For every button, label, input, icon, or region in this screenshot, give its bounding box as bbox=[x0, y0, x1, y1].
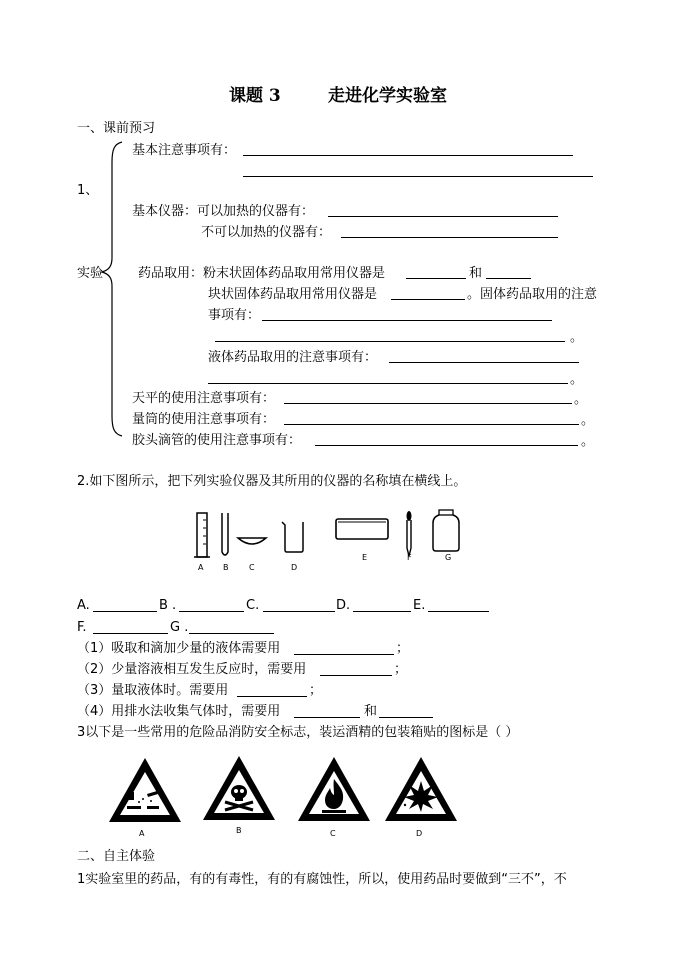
question-1-number: 1、 bbox=[77, 183, 99, 198]
q2-item-2: （2）少量溶液相互发生反应时，需要用 bbox=[77, 662, 307, 677]
q2-item-2-tail: ； bbox=[394, 662, 408, 677]
basic-instruments-label: 基本仪器：可以加热的仪器有： bbox=[132, 204, 315, 219]
gas-jar-icon bbox=[433, 510, 459, 551]
dropper-icon bbox=[407, 511, 412, 556]
answer-label-c: C. bbox=[246, 598, 260, 613]
sign-label-a: A bbox=[139, 829, 145, 838]
sign-label-c: C bbox=[330, 829, 336, 838]
hazard-sign-d bbox=[383, 755, 459, 823]
cylinder-notes-label: 量筒的使用注意事项有： bbox=[132, 412, 276, 427]
section-heading-preview: 一、课前预习 bbox=[77, 121, 156, 136]
answer-line[interactable] bbox=[406, 278, 466, 279]
q2-prompt: 2.如下图所示，把下列实验仪器及其所用的仪器的名称填在横线上。 bbox=[77, 474, 467, 489]
answer-label-b: B . bbox=[159, 598, 177, 613]
non-heatable-label: 不可以加热的仪器有： bbox=[201, 225, 332, 240]
notes-prefix: 事项有： bbox=[208, 308, 261, 323]
period: 。 bbox=[581, 434, 595, 449]
answer-line[interactable] bbox=[320, 675, 392, 676]
instrument-label-b: B bbox=[223, 563, 229, 572]
test-tube-icon bbox=[222, 513, 228, 555]
answer-line[interactable] bbox=[179, 611, 244, 612]
block-solid-label: 块状固体药品取用常用仪器是 bbox=[208, 287, 378, 302]
basic-notes-label: 基本注意事项有： bbox=[132, 143, 237, 158]
graduated-cylinder-icon bbox=[194, 513, 210, 557]
answer-line[interactable] bbox=[379, 717, 433, 718]
hazard-sign-b bbox=[201, 754, 277, 822]
answer-line[interactable] bbox=[262, 320, 552, 321]
answer-label-a: A. bbox=[77, 598, 90, 613]
q2-item-3-tail: ； bbox=[309, 683, 323, 698]
answer-label-g: G . bbox=[170, 620, 189, 635]
answer-line[interactable] bbox=[208, 383, 568, 384]
answer-line[interactable] bbox=[284, 403, 572, 404]
answer-line[interactable] bbox=[294, 717, 360, 718]
sign-label-b: B bbox=[236, 826, 242, 835]
answer-line[interactable] bbox=[315, 445, 578, 446]
answer-line[interactable] bbox=[93, 633, 168, 634]
instrument-label-a: A bbox=[198, 563, 204, 572]
instrument-label-f: F bbox=[407, 553, 412, 562]
answer-line[interactable] bbox=[215, 341, 565, 342]
instrument-label-e: E bbox=[362, 553, 368, 562]
water-trough-icon bbox=[336, 519, 388, 539]
lesson-number: 课题 3 bbox=[229, 86, 281, 106]
section-heading-experience: 二、自主体验 bbox=[77, 849, 156, 864]
beaker-icon bbox=[282, 522, 303, 552]
period: 。 bbox=[570, 330, 584, 345]
answer-line[interactable] bbox=[328, 216, 558, 217]
q3-prompt: 3以下是一些常用的危险品消防安全标志，装运酒精的包装箱贴的图标是（ ） bbox=[77, 725, 519, 740]
answer-line[interactable] bbox=[486, 278, 531, 279]
answer-label-f: F. bbox=[77, 620, 87, 635]
lab-instruments-figure bbox=[190, 508, 470, 568]
period: 。 bbox=[574, 392, 588, 407]
experiment-label: 实验 bbox=[77, 266, 104, 281]
hazard-sign-c bbox=[296, 755, 372, 823]
instrument-label-c: C bbox=[249, 563, 255, 572]
answer-line[interactable] bbox=[93, 611, 157, 612]
period: 。 bbox=[581, 413, 595, 428]
section2-text: 1实验室里的药品，有的有毒性，有的有腐蚀性，所以，使用药品时要做到“三不”，不 bbox=[77, 872, 567, 887]
hazard-sign-a bbox=[107, 756, 183, 824]
page-title: 走进化学实验室 bbox=[328, 86, 447, 106]
q2-item-4: （4）用排水法收集气体时，需要用 bbox=[77, 704, 281, 719]
answer-line[interactable] bbox=[391, 299, 465, 300]
answer-line[interactable] bbox=[243, 176, 593, 177]
answer-label-e: E. bbox=[413, 598, 426, 613]
instrument-label-g: G bbox=[445, 553, 452, 562]
dropper-notes-label: 胶头滴管的使用注意事项有： bbox=[132, 433, 302, 448]
answer-line[interactable] bbox=[353, 611, 411, 612]
answer-line[interactable] bbox=[237, 696, 307, 697]
balance-notes-label: 天平的使用注意事项有： bbox=[132, 391, 276, 406]
answer-label-d: D. bbox=[336, 598, 351, 613]
q2-item-1-tail: ； bbox=[396, 641, 410, 656]
answer-line[interactable] bbox=[284, 424, 579, 425]
evaporating-dish-icon bbox=[238, 538, 266, 544]
answer-line[interactable] bbox=[341, 237, 558, 238]
liquid-notes-label: 液体药品取用的注意事项有： bbox=[208, 350, 378, 365]
drug-taking-label: 药品取用：粉末状固体药品取用常用仪器是 bbox=[138, 266, 386, 281]
q2-item-3: （3）量取液体时。需要用 bbox=[77, 683, 229, 698]
q2-item-1: （1）吸取和滴加少量的液体需要用 bbox=[77, 641, 281, 656]
answer-line[interactable] bbox=[294, 654, 394, 655]
answer-line[interactable] bbox=[389, 362, 579, 363]
q2-item-4-and: 和 bbox=[364, 704, 378, 719]
instrument-label-d: D bbox=[291, 563, 298, 572]
answer-line[interactable] bbox=[263, 611, 335, 612]
answer-line[interactable] bbox=[243, 155, 573, 156]
period: 。 bbox=[570, 372, 584, 387]
block-solid-tail: 。固体药品取用的注意 bbox=[467, 287, 598, 302]
and-word: 和 bbox=[469, 266, 483, 281]
answer-line[interactable] bbox=[428, 611, 489, 612]
sign-label-d: D bbox=[416, 829, 423, 838]
answer-line[interactable] bbox=[189, 633, 274, 634]
